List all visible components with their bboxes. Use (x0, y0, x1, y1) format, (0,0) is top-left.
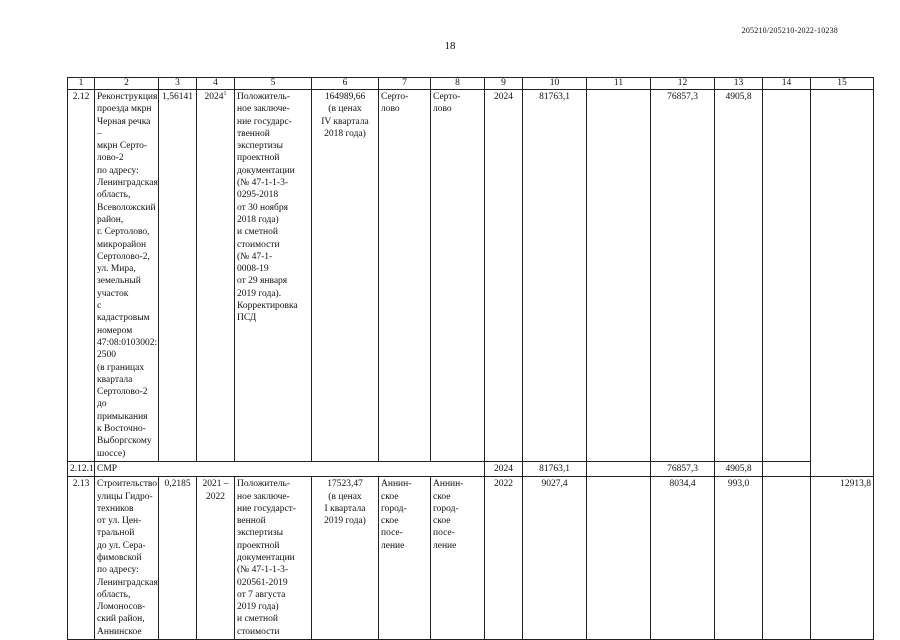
column-number: 14 (763, 78, 811, 90)
column-number: 15 (811, 78, 874, 90)
documentation-text: Положитель- ное заключе- ние государс- твенной экспертизы проектной документации (№ 47-1-1-3- 0295-2018 от 30 ноября 2018 года) и сметной стоимости (№ 47-1- 0008-19 от 29 января 2019 года). Корректировка ПСД (235, 90, 312, 462)
period-cell (197, 90, 235, 462)
value-col-15 (811, 90, 874, 462)
municipality: Аннин- ское город- ское посе- ление (379, 477, 431, 640)
value-col-11 (587, 90, 651, 462)
table-row (68, 461, 874, 476)
estimated-cost: 17523,47 (в ценах I квартала 2019 года) (312, 477, 379, 640)
value-col-13: 4905,8 (715, 90, 763, 462)
year-value: 2024 (485, 461, 523, 476)
total-value: 81763,1 (523, 461, 587, 476)
column-number: 8 (431, 78, 485, 90)
object-name: Реконструкция проезда мкрн Черная речка – мкрн Серто- лово-2 по адресу: Ленинградская область, Всеволожский район, г. Сертолово, микрорайон Сертолово-2, ул. Мира, земельный участок с кадастровым номером 47:08:0103002: 2500 (в границах квартала Сертолово-2 до примыкания к Восточно- Выборгскому шоссе) (95, 90, 159, 462)
row-number: 2.12.1 (68, 461, 95, 476)
customer: Серто- лово (431, 90, 485, 462)
period-value: 2021 – 2022 (197, 477, 235, 640)
year-value: 2024 (485, 90, 523, 462)
value-col-15 (811, 461, 874, 476)
column-number: 13 (715, 78, 763, 90)
total-value: 9027,4 (523, 477, 587, 640)
period-value: 2024 (204, 92, 224, 102)
estimated-cost: 164989,66 (в ценах IV квартала 2018 года) (312, 90, 379, 462)
value-col-14 (763, 90, 811, 462)
municipality: Серто- лово (379, 90, 431, 462)
table-header-row (68, 78, 874, 90)
object-name: Строительство улицы Гидро- техников от ул. Цен- тральной до ул. Сера- фимовской по адресу: Ленинградская область, Ломоносов- ский район, Аннинское (95, 477, 159, 640)
value-col-11 (587, 461, 651, 476)
column-number: 5 (235, 78, 312, 90)
value-col-14 (763, 477, 811, 640)
row-number: 2.12 (68, 90, 95, 462)
value-col-13: 993,0 (715, 477, 763, 640)
work-type: СМР (95, 461, 485, 476)
value-col-12: 8034,4 (651, 477, 715, 640)
row-number: 2.13 (68, 477, 95, 640)
value-col-12: 76857,3 (651, 461, 715, 476)
column-number: 10 (523, 78, 587, 90)
footnote-mark: 1 (223, 90, 227, 97)
data-table (67, 77, 874, 640)
customer: Аннин- ское город- ское посе- ление (431, 477, 485, 640)
column-number: 12 (651, 78, 715, 90)
column-number: 4 (197, 78, 235, 90)
column-number: 6 (312, 78, 379, 90)
value-col-11 (587, 477, 651, 640)
document-code: 205210/205210-2022-10238 (741, 26, 838, 35)
total-value: 81763,1 (523, 90, 587, 462)
column-number: 2 (95, 78, 159, 90)
column-number: 11 (587, 78, 651, 90)
page-number: 18 (444, 40, 456, 52)
column-number: 7 (379, 78, 431, 90)
value-col-12: 76857,3 (651, 90, 715, 462)
documentation-text: Положитель- ное заключе- ние государст- венной экспертизы проектной документации (№ 47-1-1-3- 020561-2019 от 7 августа 2019 года) и сметной стоимости (235, 477, 312, 640)
table-row (68, 90, 874, 462)
length-value: 1,56141 (159, 90, 197, 462)
table-row (68, 477, 874, 640)
value-col-15: 12913,8 (811, 477, 874, 640)
length-value: 0,2185 (159, 477, 197, 640)
column-number: 3 (159, 78, 197, 90)
value-col-13: 4905,8 (715, 461, 763, 476)
column-number: 1 (68, 78, 95, 90)
column-number: 9 (485, 78, 523, 90)
year-value: 2022 (485, 477, 523, 640)
value-col-14 (763, 461, 811, 476)
